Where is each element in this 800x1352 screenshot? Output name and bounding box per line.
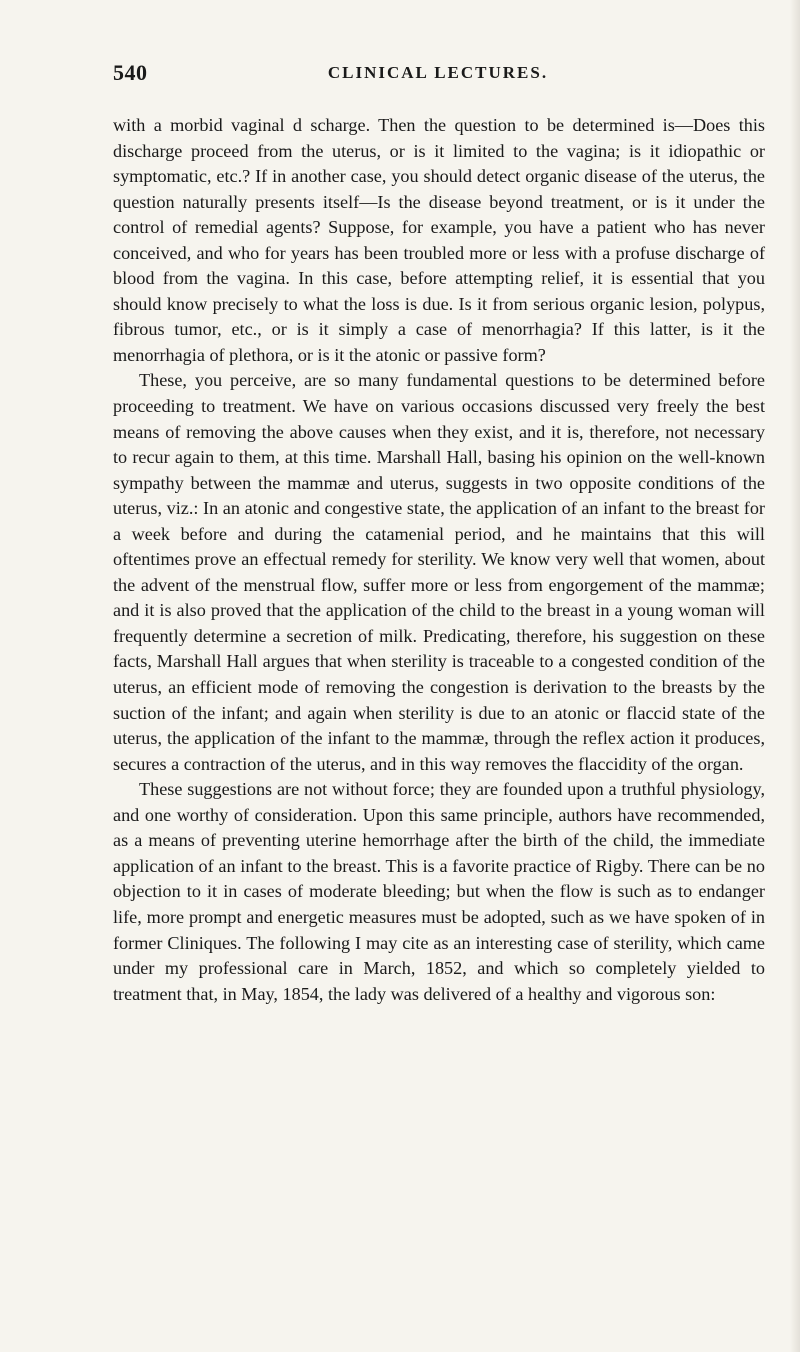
running-head: CLINICAL LECTURES. <box>327 63 549 82</box>
paragraph: with a morbid vaginal d scharge. Then the question to be determined is—Does this discharge proceed from the uterus, or is it limited to the vagina; is it idiopathic or symptomatic, etc.? If in another case, you should detect organic disease of the uterus, the question naturally presents itself—Is the disease beyond treatment, or is it under the control of remedial agents? Suppose, for example, you have a patient who has never conceived, and who for years has been troubled more or less with a profuse discharge of blood from the vagina. In this case, before attempting relief, it is essential that you should know precisely to what the loss is due. Is it from serious organic lesion, polypus, fibrous tumor, etc., or is it simply a case of menorrhagia? If this latter, is it the menorrhagia of plethora, or is it the atonic or passive form? <box>113 115 765 365</box>
body-text <box>113 113 765 1007</box>
page-header <box>113 60 763 90</box>
paragraph: These suggestions are not without force; they are founded upon a truthful physiology, and one worthy of consideration. Upon this same principle, authors have recommended, as a means of preventing uterine hemorrhage after the birth of the child, the immediate application of an infant to the breast. This is a favorite practice of Rigby. There can be no objection to it in cases of moderate bleeding; but when the flow is such as to endanger life, more prompt and energetic measures must be adopted, such as we have spoken of in former Cliniques. The following I may cite as an interesting case of sterility, which came under my professional care in March, 1852, and which so completely yielded to treatment that, in May, 1854, the lady was delivered of a healthy and vigorous son: <box>113 779 765 1004</box>
paragraph: These, you perceive, are so many fundamental questions to be determined before proceeding to treatment. We have on various occasions discussed very freely the best means of removing the above causes when they exist, and it is, therefore, not necessary to recur again to them, at this time. Marshall Hall, basing his opinion on the well-known sympathy between the mammæ and uterus, suggests in two opposite conditions of the uterus, viz.: In an atonic and congestive state, the application of an infant to the breast for a week before and during the catamenial period, and he maintains that this will oftentimes prove an effectual remedy for sterility. We know very well that women, about the advent of the menstrual flow, suffer more or less from engorgement of the mammæ; and it is also proved that the application of the child to the breast in a young woman will frequently determine a secretion of milk. Predicating, therefore, his suggestion on these facts, Marshall Hall argues that when sterility is traceable to a congested condition of the uterus, an efficient mode of removing the congestion is derivation to the breasts by the suction of the infant; and again when sterility is due to an atonic or flaccid state of the uterus, the application of the infant to the mammæ, through the reflex action it produces, secures a contraction of the uterus, and in this way removes the flaccidity of the organ. <box>113 370 765 774</box>
page-number: 540 <box>113 60 148 85</box>
page-edge-shadow <box>790 0 800 1352</box>
